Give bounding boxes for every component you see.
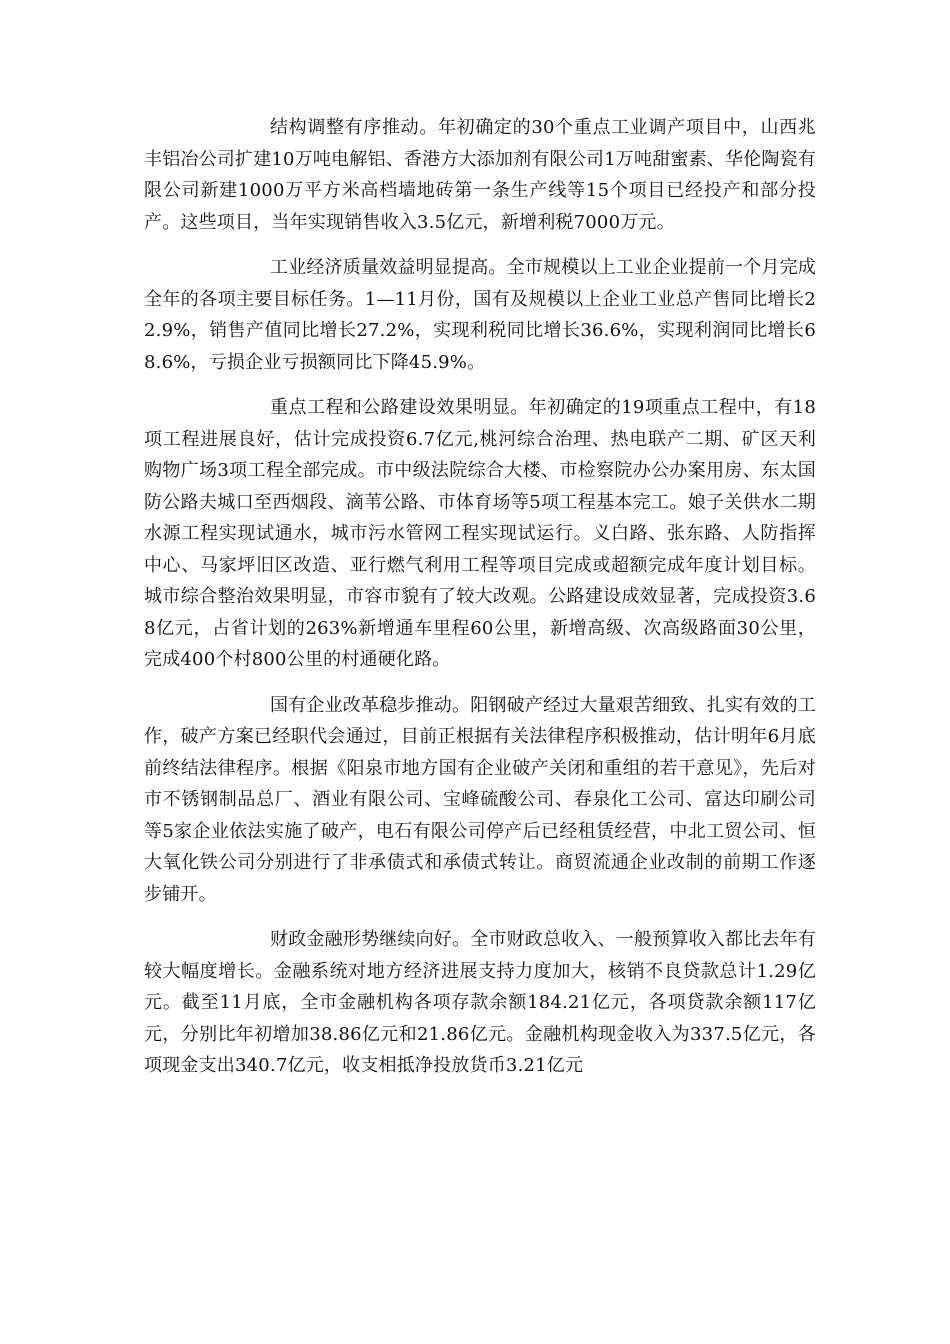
paragraph-structural-adjustment: 结构调整有序推动。年初确定的30个重点工业调产项目中，山西兆丰铝冶公司扩建10万吨电解铝、香港方大添加剂有限公司1万吨甜蜜素、华伦陶瓷有限公司新建1000万平方米高档墙地砖第一条生产线等15个项目已经投产和部分投产。这些项目，当年实现销售收入3.5亿元，新增利税7000万元。 (144, 117, 816, 233)
paragraph-finance: 财政金融形势继续向好。全市财政总收入、一般预算收入都比去年有较大幅度增长。金融系统对地方经济进展支持力度加大，核销不良贷款总计1.29亿元。截至11月底，全市金融机构各项存款余额184.21亿元，各项贷款余额117亿元，分别比年初增加38.86亿元和21.86亿元。金融机构现金收入为337.5亿元，各项现金支出340.7亿元，收支相抵净投放货币3.21亿元 (144, 929, 816, 1076)
document-body (144, 112, 816, 1096)
paragraph-soe-reform: 国有企业改革稳步推动。阳钢破产经过大量艰苦细致、扎实有效的工作，破产方案已经职代会通过，目前正根据有关法律程序积极推动，估计明年6月底前终结法律程序。根据《阳泉市地方国有企业破产关闭和重组的若干意见》，先后对市不锈钢制品总厂、酒业有限公司、宝峰硫酸公司、春泉化工公司、富达印刷公司等5家企业依法实施了破产，电石有限公司停产后已经租赁经营，中北工贸公司、恒大氧化铁公司分别进行了非承债式和承债式转让。商贸流通企业改制的前期工作逐步铺开。 (144, 694, 816, 905)
paragraph-industrial-efficiency: 工业经济质量效益明显提高。全市规模以上工业企业提前一个月完成全年的各项主要目标任务。1—11月份，国有及规模以上企业工业总产售同比增长22.9%，销售产值同比增长27.2%，实现利税同比增长36.6%，实现利润同比增长68.6%，亏损企业亏损额同比下降45.9%。 (144, 257, 816, 373)
paragraph-key-projects-roads: 重点工程和公路建设效果明显。年初确定的19项重点工程中，有18项工程进展良好，估计完成投资6.7亿元,桃河综合治理、热电联产二期、矿区天利购物广场3项工程全部完成。市中级法院综合大楼、市检察院办公办案用房、东太国防公路夫城口至西烟段、滴苇公路、市体育场等5项工程基本完工。娘子关供水二期水源工程实现试通水，城市污水管网工程实现试运行。义白路、张东路、人防指挥中心、马家坪旧区改造、亚行燃气利用工程等项目完成或超额完成年度计划目标。城市综合整治效果明显，市容市貌有了较大改观。公路建设成效显著，完成投资3.68亿元，占省计划的263%新增通车里程60公里，新增高级、次高级路面30公里，完成400个村800公里的村通硬化路。 (144, 397, 816, 670)
